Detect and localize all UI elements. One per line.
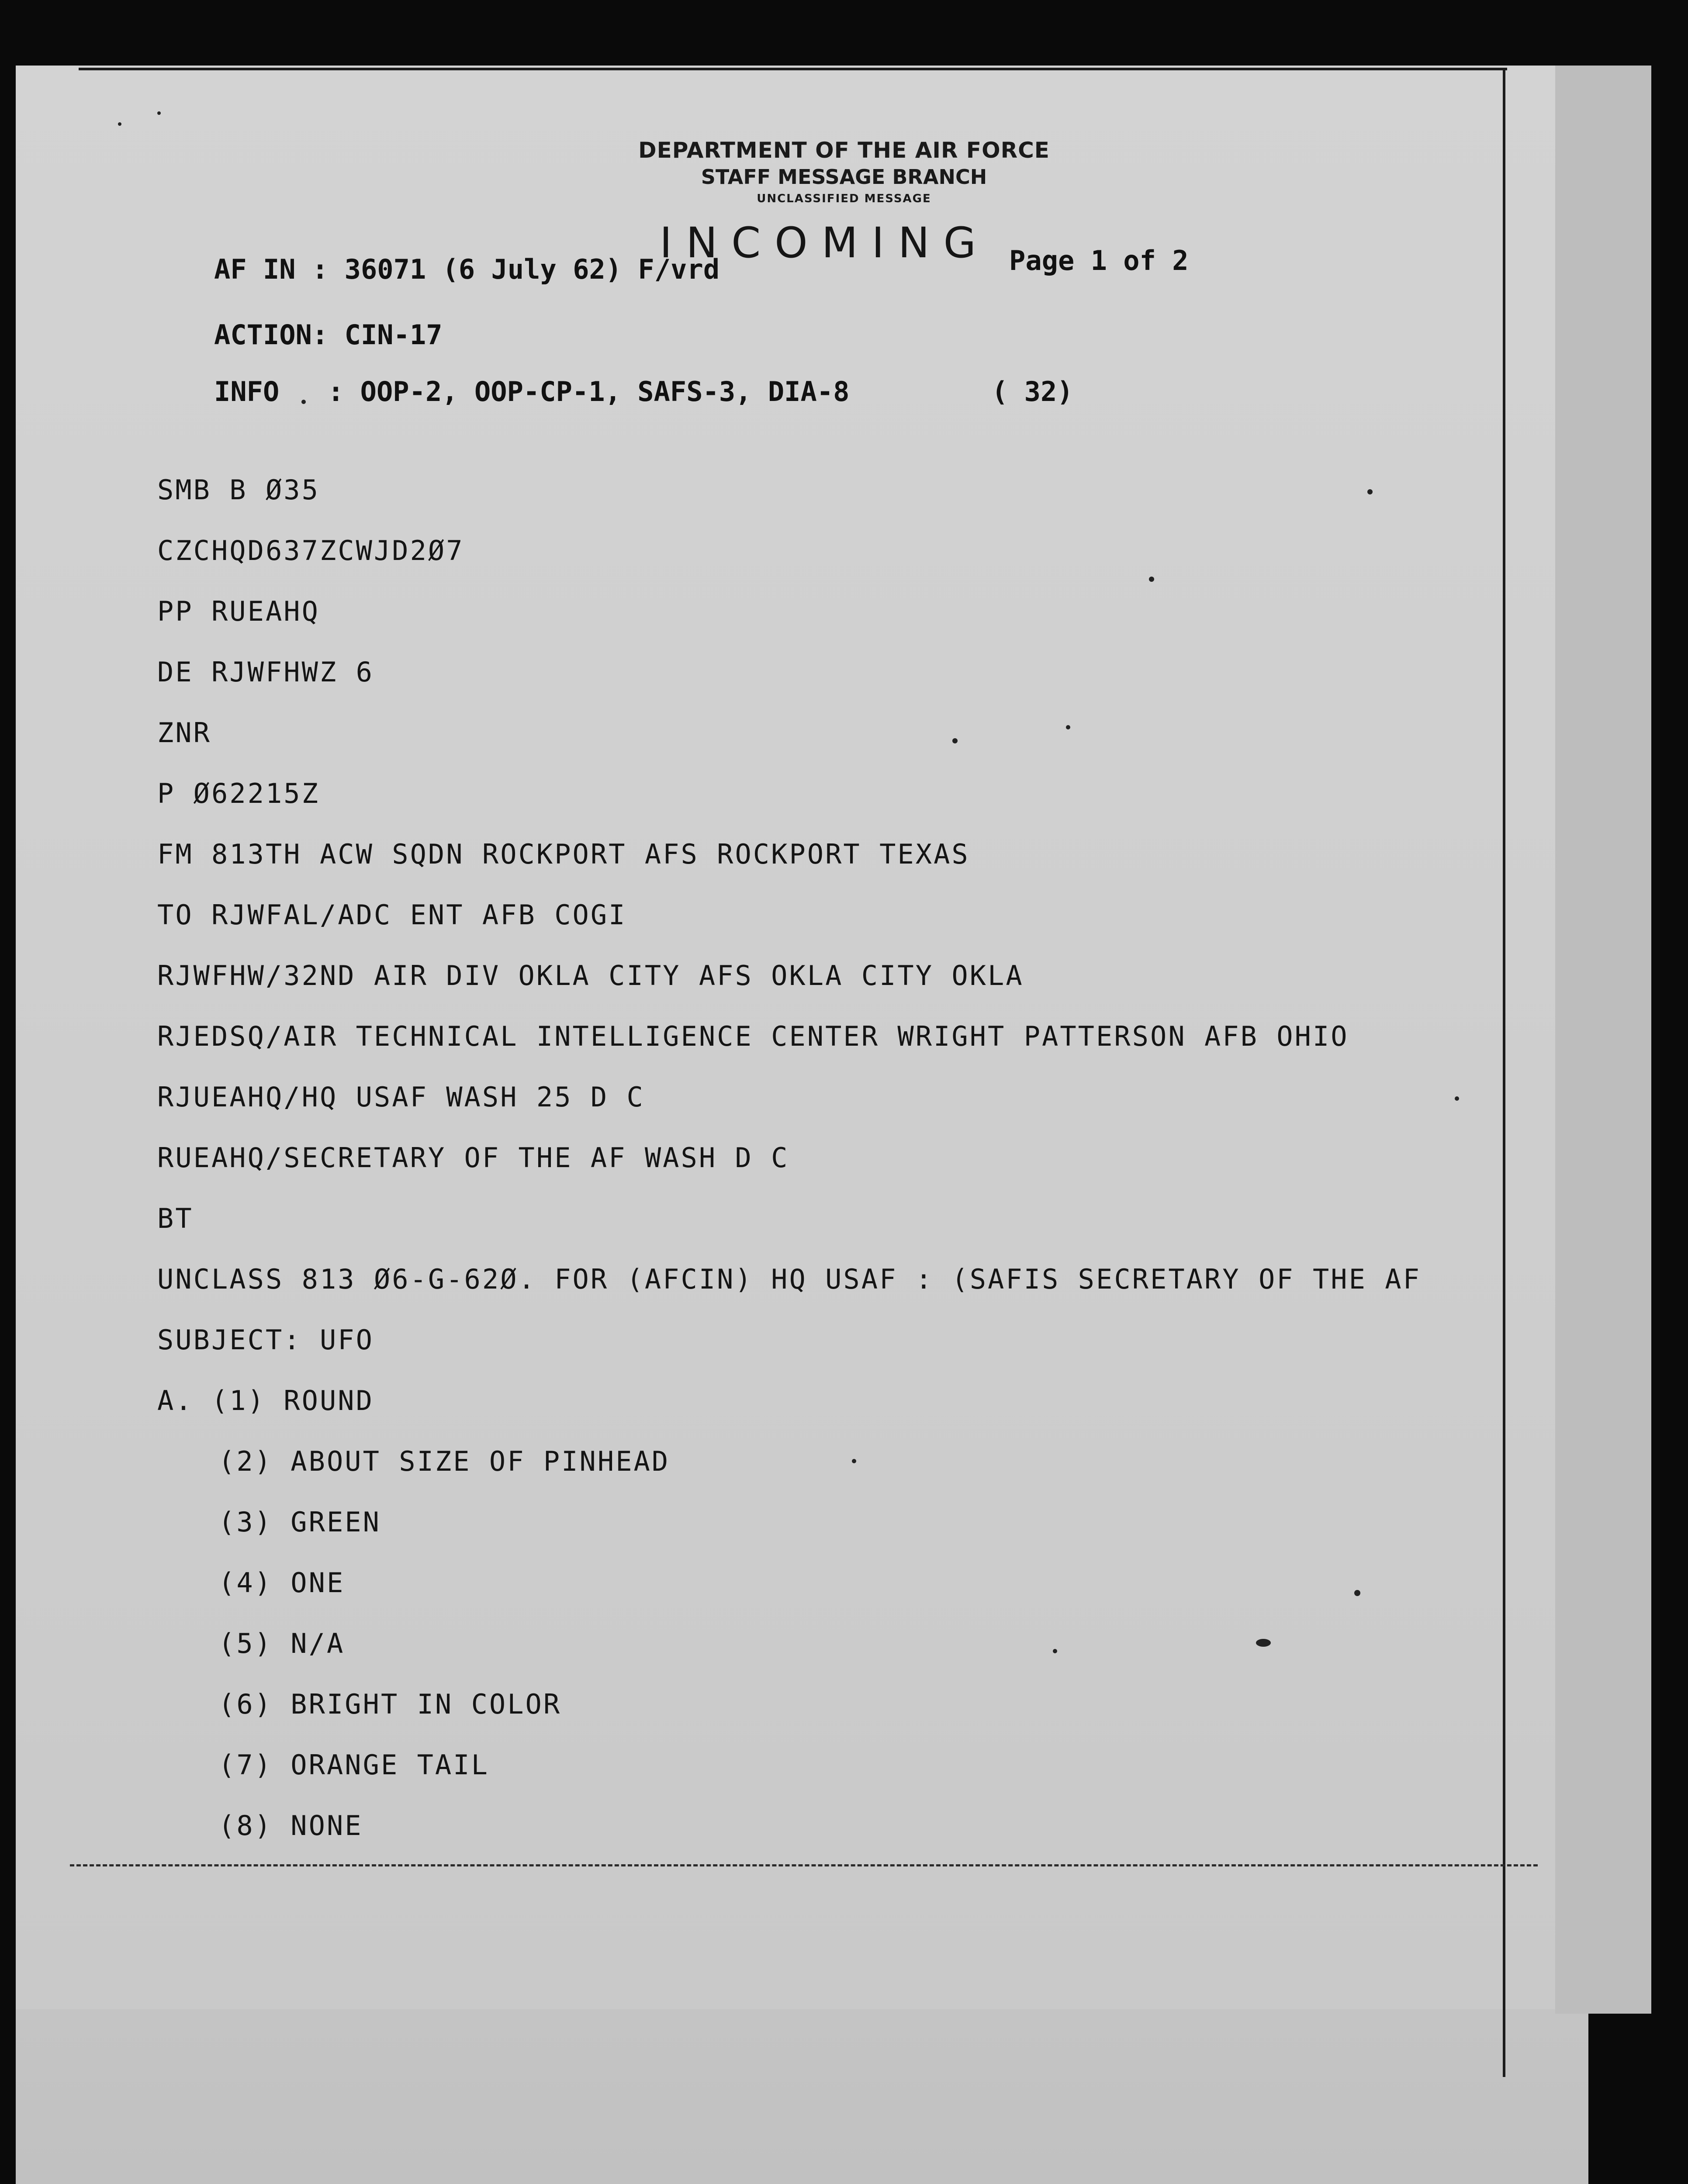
report-item: (2) ABOUT SIZE OF PINHEAD [218,1445,670,1477]
form-border-top [79,68,1507,70]
message-line: RJWFHW/32ND AIR DIV OKLA CITY AFS OKLA CITY OKLA [157,960,1024,992]
report-item: (7) ORANGE TAIL [218,1749,489,1781]
dust-speck [1053,1649,1057,1653]
incoming-stamp: INCOMING [660,218,990,267]
message-line: BT [157,1203,194,1234]
message-line: FM 813TH ACW SQDN ROCKPORT AFS ROCKPORT TEXAS [157,838,970,870]
message-line: P Ø62215Z [157,778,320,809]
dust-speck [852,1459,856,1463]
message-line: RUEAHQ/SECRETARY OF THE AF WASH D C [157,1142,789,1174]
dust-speck [1066,725,1070,729]
dust-speck [157,111,161,115]
branch-heading: STAFF MESSAGE BRANCH [701,165,987,189]
report-item: (8) NONE [218,1810,363,1842]
report-item: (5) N/A [218,1628,345,1659]
dust-speck [1256,1639,1271,1647]
message-line: A. (1) ROUND [157,1385,374,1417]
dust-speck [1455,1096,1459,1101]
af-in-line: AF IN : 36071 (6 July 62) F/vrd [214,253,720,285]
classification-heading: UNCLASSIFIED MESSAGE [757,192,931,205]
form-border-right [1503,68,1505,2077]
message-line: CZCHQD637ZCWJD2Ø7 [157,535,464,567]
copy-count: ( 32) [992,376,1073,408]
dust-speck [1149,577,1154,582]
info-distribution: : OOP-2, OOP-CP-1, SAFS-3, DIA-8 [328,376,850,408]
page-edge-shadow [1555,66,1651,2014]
message-line: TO RJWFAL/ADC ENT AFB COGI [157,899,627,931]
report-item: (6) BRIGHT IN COLOR [218,1688,562,1720]
department-heading: DEPARTMENT OF THE AIR FORCE [638,138,1050,163]
report-item: (3) GREEN [218,1506,381,1538]
message-line: SUBJECT: UFO [157,1324,374,1356]
page-lower-margin [16,2009,1588,2184]
action-line: ACTION: CIN-17 [214,319,443,351]
dust-speck [118,122,121,126]
report-item: (4) ONE [218,1567,345,1599]
dust-speck [301,400,306,404]
message-line: UNCLASS 813 Ø6-G-62Ø. FOR (AFCIN) HQ USAF : (SAFIS SECRETARY OF THE AF [157,1263,1421,1295]
message-line: RJEDSQ/AIR TECHNICAL INTELLIGENCE CENTER WRIGHT PATTERSON AFB OHIO [157,1020,1349,1052]
dust-speck [952,738,958,743]
message-line: SMB B Ø35 [157,474,320,506]
message-line: DE RJWFHWZ 6 [157,656,374,688]
message-line: ZNR [157,717,211,749]
info-label: INFO [214,376,280,408]
page-number: Page 1 of 2 [1009,245,1189,276]
message-line: RJUEAHQ/HQ USAF WASH 25 D C [157,1081,645,1113]
message-line: PP RUEAHQ [157,595,320,627]
form-border-bottom [70,1864,1538,1866]
dust-speck [1354,1590,1360,1596]
dust-speck [1367,489,1373,494]
